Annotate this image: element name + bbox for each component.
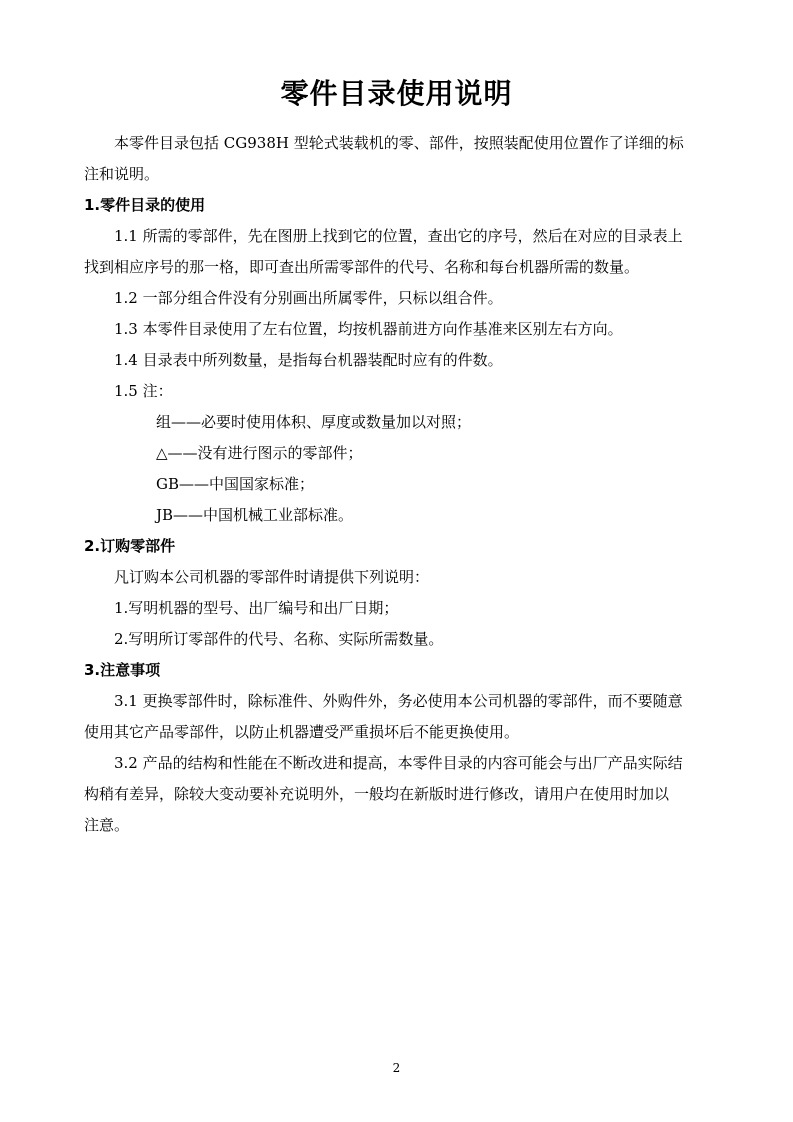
para-1-4: 1.4 目录表中所列数量，是指每台机器装配时应有的件数。 xyxy=(114,351,503,369)
section-2-heading: 2.订购零部件 xyxy=(84,537,176,555)
note-item: △——没有进行图示的零部件； xyxy=(156,444,363,462)
note-item: GB——中国国家标准； xyxy=(156,475,315,493)
para-1-1-line-1: 1.1 所需的零部件，先在图册上找到它的位置，查出它的序号，然后在对应的目录表上 xyxy=(114,227,683,245)
para-3-1-line-1: 3.1 更换零部件时，除标准件、外购件外，务必使用本公司机器的零部件，而不要随意 xyxy=(114,692,683,710)
note-item: 组——必要时使用体积、厚度或数量加以对照； xyxy=(156,413,472,431)
order-line: 2.写明所订零部件的代号、名称、实际所需数量。 xyxy=(114,630,444,648)
para-3-1-line-2: 使用其它产品零部件，以防止机器遭受严重损坏后不能更换使用。 xyxy=(84,723,520,741)
intro-line-2: 注和说明。 xyxy=(84,165,160,183)
document-title: 零件目录使用说明 xyxy=(280,77,513,110)
note-item: JB——中国机械工业部标准。 xyxy=(156,506,354,524)
para-1-1-line-2: 找到相应序号的那一格，即可查出所需零部件的代号、名称和每台机器所需的数量。 xyxy=(84,258,640,276)
intro-line-1: 本零件目录包括 CG938H 型轮式装载机的零、部件，按照装配使用位置作了详细的标 xyxy=(114,134,684,152)
para-1-2: 1.2 一部分组合件没有分别画出所属零件，只标以组合件。 xyxy=(114,289,503,307)
para-1-3: 1.3 本零件目录使用了左右位置，均按机器前进方向作基准来区别左右方向。 xyxy=(114,320,623,338)
para-3-2-line-3: 注意。 xyxy=(84,816,130,834)
order-line: 1.写明机器的型号、出厂编号和出厂日期； xyxy=(114,599,399,617)
para-3-2-line-1: 3.2 产品的结构和性能在不断改进和提高，本零件目录的内容可能会与出厂产品实际结 xyxy=(114,754,683,772)
para-1-5: 1.5 注： xyxy=(114,382,173,400)
section-1-heading: 1.零件目录的使用 xyxy=(84,196,206,214)
page-number: 2 xyxy=(392,1061,401,1075)
para-3-2-line-2: 构稍有差异，除较大变动要补充说明外，一般均在新版时进行修改，请用户在使用时加以 xyxy=(84,785,670,803)
section-3-heading: 3.注意事项 xyxy=(84,661,161,679)
order-line: 凡订购本公司机器的零部件时请提供下列说明： xyxy=(114,568,430,586)
